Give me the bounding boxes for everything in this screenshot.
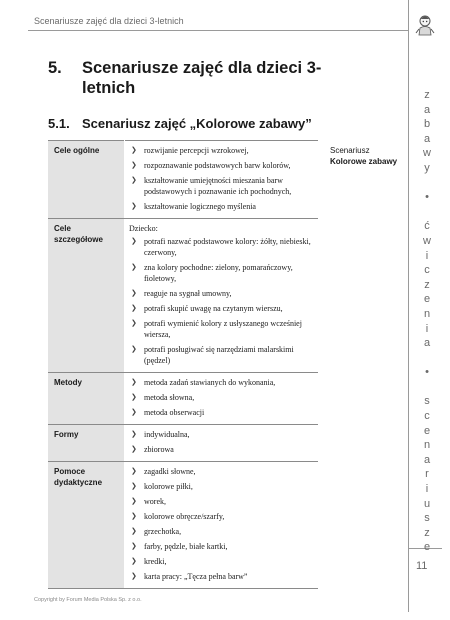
running-head: Scenariusze zajęć dla dzieci 3-letnich (34, 16, 184, 26)
side-tab-char: e (423, 293, 431, 306)
item-list (129, 236, 314, 366)
list-item-text: zna kolory pochodne: zielony, pomarańczowy, fioletowy, (144, 263, 293, 283)
side-tab-char: s (424, 512, 430, 525)
row-content (125, 141, 319, 219)
list-item (129, 145, 314, 156)
chevron-right-icon: ❯ (131, 146, 137, 154)
section-number: 5.1. (48, 116, 70, 131)
list-item-text: metoda słowna, (144, 393, 195, 402)
side-tab-char: c (424, 410, 430, 423)
side-tab-char: i (425, 322, 429, 335)
row-label: Cele ogólne (48, 141, 125, 219)
side-tab-char: n (423, 307, 431, 320)
table-row (48, 373, 318, 425)
chevron-right-icon: ❯ (131, 467, 137, 475)
chevron-right-icon: ❯ (131, 527, 137, 535)
list-item (129, 175, 314, 197)
list-item-text: potrafi posługiwać się narzędziami malarskimi (pędzel) (144, 345, 294, 365)
row-label: Pomoce dydaktyczne (48, 462, 125, 589)
side-tab-char: ć (424, 220, 430, 233)
list-item (129, 511, 314, 522)
side-tab-char: n (423, 439, 431, 452)
list-item-text: metoda obserwacji (144, 408, 205, 417)
row-content (125, 219, 319, 373)
list-item (129, 429, 314, 440)
list-item-text: kredki, (144, 557, 167, 566)
chapter-title-text: Scenariusze zajęć dla dzieci 3-letnich (82, 59, 322, 97)
list-item-text: zbiorowa (144, 445, 174, 454)
chevron-right-icon: ❯ (131, 161, 137, 169)
list-item (129, 236, 314, 258)
chapter-number: 5. (48, 59, 62, 77)
side-tab-char: e (423, 541, 431, 554)
side-tab-char: w (423, 147, 431, 160)
side-tab-char: c (424, 264, 430, 277)
list-item (129, 571, 314, 582)
side-tab-char: • (425, 366, 429, 379)
item-list (129, 145, 314, 212)
side-tab-char: i (425, 483, 429, 496)
margin-note-title: Kolorowe zabawy (330, 157, 398, 166)
list-item (129, 407, 314, 418)
side-tab-char: u (423, 497, 431, 510)
chevron-right-icon: ❯ (131, 497, 137, 505)
list-item (129, 556, 314, 567)
list-item-text: kształtowanie logicznego myślenia (144, 202, 256, 211)
row-content (125, 425, 319, 462)
list-item-text: karta pracy: „Tęcza pełna barw” (144, 572, 248, 581)
list-item (129, 466, 314, 477)
chevron-right-icon: ❯ (131, 542, 137, 550)
side-tab-char: e (423, 424, 431, 437)
list-item (129, 496, 314, 507)
chevron-right-icon: ❯ (131, 430, 137, 438)
list-item (129, 392, 314, 403)
side-tab-char: y (424, 161, 430, 174)
row-content (125, 462, 319, 589)
side-tab-char: z (424, 526, 430, 539)
item-list (129, 466, 314, 582)
side-tab-char: a (423, 132, 431, 145)
list-item (129, 288, 314, 299)
scenario-table (48, 140, 318, 589)
side-tab-char: z (424, 89, 430, 101)
list-item-text: potrafi wymienić kolory z usłyszanego wcześniej wiersza, (144, 319, 302, 339)
chevron-right-icon: ❯ (131, 445, 137, 453)
list-item (129, 444, 314, 455)
list-item-text: kolorowe obręcze/szarfy, (144, 512, 225, 521)
side-tab-char: s (424, 395, 430, 408)
row-label: Metody (48, 373, 125, 425)
list-item-text: rozwijanie percepcji wzrokowej, (144, 146, 249, 155)
table-row (48, 425, 318, 462)
chevron-right-icon: ❯ (131, 263, 137, 271)
chevron-right-icon: ❯ (131, 304, 137, 312)
list-item (129, 541, 314, 552)
copyright-footer: Copyright by Forum Media Polska Sp. z o.o. (34, 597, 142, 603)
child-figure-icon (414, 14, 436, 38)
list-item-text: reaguje na sygnał umowny, (144, 289, 232, 298)
table-row (48, 141, 318, 219)
chevron-right-icon: ❯ (131, 557, 137, 565)
list-item (129, 262, 314, 284)
item-list (129, 429, 314, 455)
chevron-right-icon: ❯ (131, 572, 137, 580)
side-tab-text (420, 88, 434, 555)
table-row (48, 219, 318, 373)
chevron-right-icon: ❯ (131, 408, 137, 416)
list-item-text: grzechotka, (144, 527, 182, 536)
margin-note-label: Scenariusz (330, 146, 370, 155)
list-item-text: kształtowanie umiejętności mieszania barw podstawowych i poznawanie ich pochodnych, (144, 176, 292, 196)
side-tab-char: a (423, 103, 431, 116)
list-item-text: rozpoznawanie podstawowych barw kolorów, (144, 161, 291, 170)
item-list (129, 377, 314, 418)
list-item (129, 526, 314, 537)
chevron-right-icon: ❯ (131, 319, 137, 327)
side-tab-char: z (424, 278, 430, 291)
chevron-right-icon: ❯ (131, 378, 137, 386)
list-item-text: potrafi nazwać podstawowe kolory: żółty, niebieski, czerwony, (144, 237, 311, 257)
chevron-right-icon: ❯ (131, 345, 137, 353)
side-tab-char: a (423, 453, 431, 466)
list-item (129, 344, 314, 366)
page-number: 11 (416, 560, 428, 572)
side-tab-char: a (423, 337, 431, 350)
margin-note (330, 145, 397, 167)
list-item (129, 303, 314, 314)
list-item-text: farby, pędzle, białe kartki, (144, 542, 228, 551)
list-item-text: kolorowe piłki, (144, 482, 193, 491)
chevron-right-icon: ❯ (131, 482, 137, 490)
chevron-right-icon: ❯ (131, 176, 137, 184)
list-item-text: indywidualna, (144, 430, 190, 439)
chevron-right-icon: ❯ (131, 237, 137, 245)
list-item (129, 160, 314, 171)
list-item-text: potrafi skupić uwagę na czytanym wierszu, (144, 304, 283, 313)
side-tab-char: b (423, 118, 431, 131)
side-tab-char: • (425, 191, 429, 204)
side-tab-char: i (425, 249, 429, 262)
section-title-text: Scenariusz zajęć „Kolorowe zabawy” (82, 116, 312, 131)
row-intro: Dziecko: (129, 224, 158, 233)
chevron-right-icon: ❯ (131, 512, 137, 520)
list-item (129, 481, 314, 492)
table-row (48, 462, 318, 589)
side-tab-char: r (425, 468, 429, 481)
list-item-text: metoda zadań stawianych do wykonania, (144, 378, 276, 387)
list-item-text: zagadki słowne, (144, 467, 196, 476)
list-item (129, 318, 314, 340)
chevron-right-icon: ❯ (131, 289, 137, 297)
chevron-right-icon: ❯ (131, 393, 137, 401)
list-item (129, 377, 314, 388)
side-rule (408, 0, 409, 612)
side-tab-char: w (423, 234, 431, 247)
list-item (129, 201, 314, 212)
list-item-text: worek, (144, 497, 166, 506)
top-rule (28, 30, 408, 31)
row-content (125, 373, 319, 425)
row-label: Cele szczegółowe (48, 219, 125, 373)
chevron-right-icon: ❯ (131, 202, 137, 210)
row-label: Formy (48, 425, 125, 462)
